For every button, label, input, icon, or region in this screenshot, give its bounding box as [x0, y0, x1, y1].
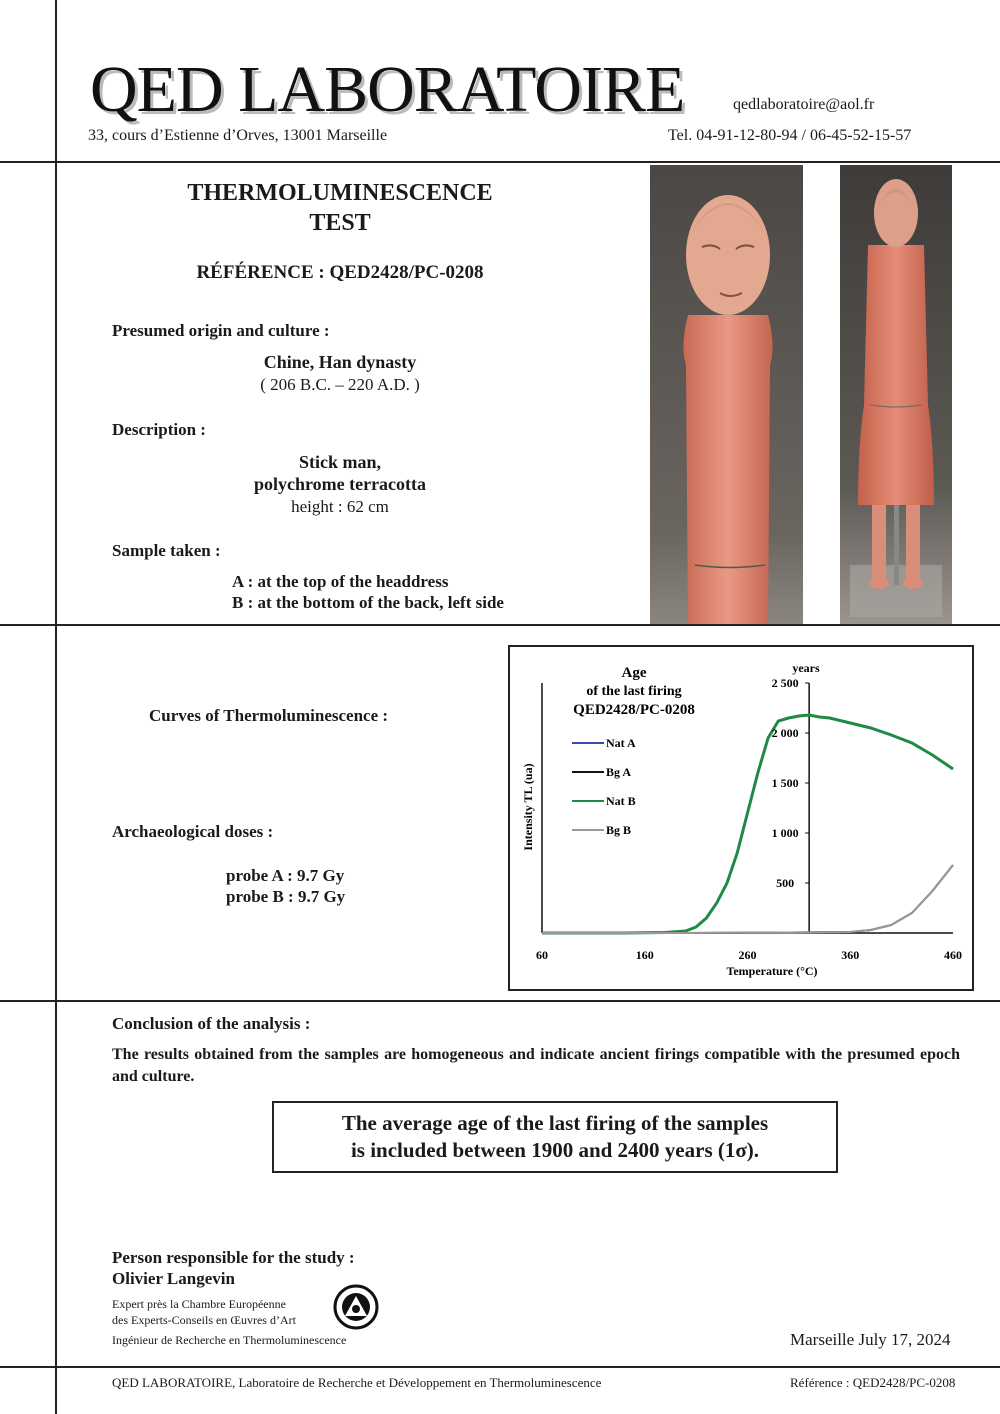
probe-b-dose: probe B : 9.7 Gy: [226, 887, 346, 906]
age-result-box: [272, 1101, 838, 1173]
x-tick-label: 160: [635, 948, 654, 962]
y-tick-label: 1 500: [771, 776, 799, 790]
lab-logo-title: QED LABORATOIRE: [90, 53, 685, 126]
sample-a: A : at the top of the headdress: [232, 572, 449, 591]
chart-title-line1: Age: [621, 665, 647, 681]
legend-label: Bg B: [606, 823, 632, 837]
sample-b: B : at the bottom of the back, left side: [232, 593, 504, 612]
description-height: height : 62 cm: [291, 497, 389, 516]
responsible-title-3: Ingénieur de Recherche en Thermoluminescence: [112, 1333, 347, 1347]
footer-lab-name: QED LABORATOIRE: [112, 1375, 233, 1390]
test-title-line2: TEST: [309, 210, 371, 236]
sample-label: Sample taken :: [112, 541, 221, 560]
section-divider-1: [0, 624, 1000, 626]
lab-phone: Tel. 04-91-12-80-94 / 06-45-52-15-57: [668, 127, 912, 144]
y-tick-label: 2 000: [771, 726, 799, 740]
tl-chart: [508, 645, 974, 991]
age-result-line1: The average age of the last firing of the samples: [341, 1111, 769, 1135]
legend-label: Bg A: [606, 765, 632, 779]
footer-reference: Référence : QED2428/PC-0208: [790, 1375, 956, 1390]
x-tick-label: 60: [536, 948, 548, 962]
y-axis-label: Intensity TL (ua): [521, 763, 535, 851]
description-label: Description :: [112, 420, 206, 439]
origin-dates: ( 206 B.C. – 220 A.D. ): [260, 375, 420, 394]
series-bg-a-line: [542, 865, 953, 933]
y-tick-label: 2 500: [771, 676, 799, 690]
x-tick-label: 260: [738, 948, 757, 962]
chart-title-line2: of the last firing: [586, 684, 682, 699]
age-axis-label: years: [792, 661, 820, 675]
experts-seal-icon: [333, 1284, 379, 1330]
responsible-label: Person responsible for the study :: [112, 1248, 355, 1267]
responsible-title-1: Expert près la Chambre Européenne: [112, 1297, 286, 1311]
test-title-line1: THERMOLUMINESCENCE: [187, 180, 493, 206]
responsible-title-2: des Experts-Conseils en Œuvres d’Art: [112, 1313, 296, 1327]
x-tick-label: 460: [944, 948, 962, 962]
legend-label: Nat A: [606, 736, 636, 750]
lab-email[interactable]: qedlaboratoire@aol.fr: [733, 96, 875, 113]
curves-label: Curves of Thermoluminescence :: [149, 706, 389, 725]
origin-label: Presumed origin and culture :: [112, 321, 330, 340]
conclusion-label: Conclusion of the analysis :: [112, 1014, 311, 1033]
section-divider-2: [0, 1000, 1000, 1002]
conclusion-text: The results obtained from the samples are homogeneous and indicate ancient firings compatible with the presumed epoch and culture.: [112, 1046, 960, 1085]
series-nat-a-line: [542, 715, 953, 933]
description-line1: Stick man,: [298, 452, 381, 472]
signature-date: Marseille July 17, 2024: [790, 1330, 951, 1349]
chart-title-line3: QED2428/PC-0208: [573, 702, 695, 718]
header-divider: [0, 161, 1000, 163]
x-axis-label: Temperature (°C): [726, 964, 818, 978]
age-result-line2: is included between 1900 and 2400 years (1σ).: [350, 1138, 760, 1162]
figure-photo-front: [650, 165, 803, 624]
y-tick-label: 1 000: [771, 826, 799, 840]
probe-a-dose: probe A : 9.7 Gy: [226, 866, 345, 885]
x-tick-label: 360: [841, 948, 860, 962]
footer-divider: [0, 1366, 1000, 1368]
y-tick-label: 500: [776, 876, 795, 890]
figure-photo-full: [840, 165, 952, 624]
series-bg-b-line: [542, 865, 953, 933]
lab-address: 33, cours d’Estienne d’Orves, 13001 Marseille: [88, 127, 388, 144]
origin-value: Chine, Han dynasty: [263, 352, 417, 372]
footer-lab-desc: , Laboratoire de Recherche et Développement en Thermoluminescence: [232, 1375, 602, 1390]
responsible-name: Olivier Langevin: [112, 1269, 235, 1288]
reference: RÉFÉRENCE : QED2428/PC-0208: [196, 262, 484, 283]
legend-label: Nat B: [606, 794, 636, 808]
description-line2: polychrome terracotta: [253, 474, 427, 494]
doses-label: Archaeological doses :: [112, 822, 274, 841]
left-margin-rule: [55, 0, 57, 1414]
series-nat-b-line: [542, 715, 953, 933]
